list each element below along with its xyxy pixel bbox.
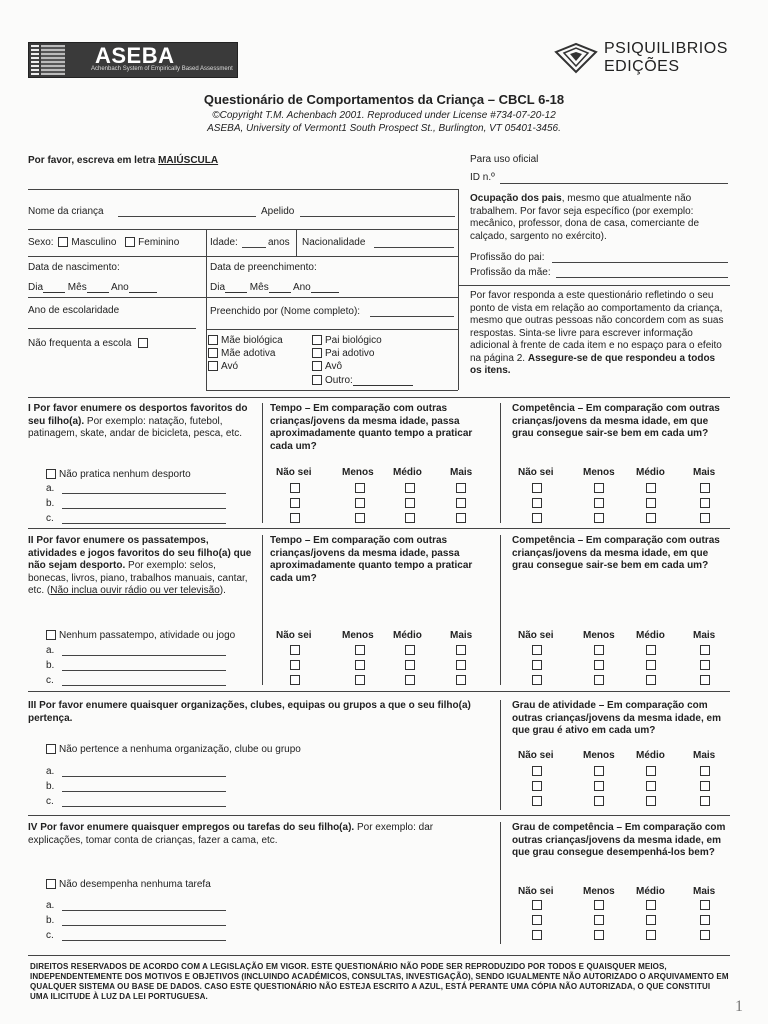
section-1-time-cb-r0-c0[interactable] [290, 483, 300, 493]
s2-right-h1: Menos [583, 630, 615, 641]
surname-label: Apelido [261, 206, 295, 217]
filled-by-label: Preenchido por (Nome completo): [210, 306, 361, 317]
section-1-text: Por exemplo: natação, futebol, patinagem, skate, andar de bicicleta, pesca, etc. [28, 415, 243, 439]
section-1-time-cb-r1-c0[interactable] [290, 498, 300, 508]
section-1-entry-field-2[interactable] [62, 523, 226, 524]
filled-by-field[interactable] [370, 316, 454, 317]
section-1-competence-question: Competência – Em comparação com outras crianças/jovens da mesma idade, em que grau consegue sair-se bem em cada um? [512, 403, 720, 439]
relation-father-bio[interactable] [312, 335, 382, 346]
s1-mid-h3: Mais [450, 467, 473, 478]
section-2-time-cb-r2-c3[interactable] [456, 675, 466, 685]
mother-job-field[interactable] [556, 277, 728, 278]
section-2-competence-cb-r1-c0[interactable] [532, 660, 542, 670]
section-2-time-cb-r2-c1[interactable] [355, 675, 365, 685]
section-2-competence-cb-r0-c3[interactable] [700, 645, 710, 655]
birth-year-label: Ano [110, 282, 129, 293]
section-1-competence-cb-r2-c0[interactable] [532, 513, 542, 523]
s2-mid-h0: Não sei [276, 630, 312, 641]
section-1-time-cb-r2-c3[interactable] [456, 513, 466, 523]
section-1-time-cb-r0-c1[interactable] [355, 483, 365, 493]
section-4-none[interactable] [46, 879, 211, 890]
relation-mother-adopt[interactable] [208, 348, 275, 359]
section-1-time-cb-r1-c3[interactable] [456, 498, 466, 508]
section-1-competence-cb-r1-c1[interactable] [594, 498, 604, 508]
section-1-competence-cb-r2-c2[interactable] [646, 513, 656, 523]
section-3-activity-cb-r2-c2[interactable] [646, 796, 656, 806]
section-2-entry-field-0[interactable] [62, 655, 226, 656]
section-4-text: Por exemplo: dar explicações, tomar conta de crianças, fazer a cama, etc. [28, 822, 434, 846]
s2-right-h3: Mais [693, 630, 716, 641]
section-4-letter-0: a. [46, 900, 55, 911]
section-2-time-cb-r0-c2[interactable] [405, 645, 415, 655]
section-3-activity-cb-r1-c3[interactable] [700, 781, 710, 791]
section-1-competence-cb-r1-c2[interactable] [646, 498, 656, 508]
fill-day-label: Dia [210, 282, 226, 293]
school-year-label: Ano de escolaridade [28, 305, 120, 316]
fill-month-label: Mês [249, 282, 269, 293]
nationality-field[interactable] [374, 247, 454, 248]
section-4-competence-cb-r0-c0[interactable] [532, 900, 542, 910]
section-3-none-label: Não pertence a nenhuma organização, clube ou grupo [59, 744, 301, 755]
section-1-bold: I Por favor enumere os desportos favoritos do seu filho(a). [28, 403, 248, 427]
birth-day-label: Dia [28, 282, 44, 293]
not-school-group [28, 338, 151, 349]
birth-month-label: Mês [67, 282, 87, 293]
id-field[interactable] [500, 183, 728, 184]
section-4-competence-cb-r1-c2[interactable] [646, 915, 656, 925]
page-number: 1 [735, 998, 743, 1015]
s1-right-h0: Não sei [518, 467, 554, 478]
section-1-time-cb-r2-c2[interactable] [405, 513, 415, 523]
section-1-time-cb-r1-c1[interactable] [355, 498, 365, 508]
female-checkbox[interactable] [125, 237, 135, 247]
section-1-competence-cb-r2-c1[interactable] [594, 513, 604, 523]
age-field[interactable] [242, 247, 266, 248]
copyright-line2: ASEBA, University of Vermont1 South Prospect St., Burlington, VT 05401-3456. [207, 123, 561, 134]
section-3-none[interactable] [46, 744, 301, 755]
male-label: Masculino [71, 237, 117, 248]
relation-mother-adopt-label: Mãe adotiva [221, 348, 276, 359]
section-1-entry-field-1[interactable] [62, 508, 226, 509]
section-1-time-cb-r0-c3[interactable] [456, 483, 466, 493]
section-3-entry-field-0[interactable] [62, 776, 226, 777]
parents-job-body: , mesmo que atualmente não trabalhem. Por favor seja específico (por exemplo: mecânico, professor, dona de casa, comerciante de calçado, sargento no exército). [470, 193, 700, 242]
instructions-body: Por favor responda a este questionário refletindo o seu ponto de vista em relação ao comportamento da criança, mesmo que outras pessoas não concordem com as suas respostas. Sinta-se livre para escrever informação adicional à frente de cada item e no espaço para o efeito na página 2. [470, 290, 724, 364]
section-1-none-label: Não pratica nenhum desporto [59, 469, 191, 480]
section-4-competence-cb-r0-c1[interactable] [594, 900, 604, 910]
section-1-letter-0: a. [46, 483, 55, 494]
section-2-competence-cb-r2-c0[interactable] [532, 675, 542, 685]
s2-mid-h1: Menos [342, 630, 374, 641]
section-3-activity-cb-r2-c1[interactable] [594, 796, 604, 806]
copyright-footer: DIREITOS RESERVADOS DE ACORDO COM A LEGISLAÇÃO EM VIGOR. ESTE QUESTIONÁRIO NÃO PODE SER REPRODUZIDO POR TODOS E QUAISQUER MEIOS, INDEPENDENTEMENTE DOS MOTIVOS E OBJETIVOS (INCLUINDO ACADÉMICOS, CONSULTAS, INVESTIGAÇÃO), SENDO IGUALMENTE NÃO AUTORIZADO O ARQUIVAMENTO EM QUALQUER SISTEMA OU BASE DE DADOS. CASO ESTE QUESTIONÁRIO NÃO ESTEJA ESCRITO A AZUL, ESTÁ PERANTE UMA CÓPIA NÃO AUTORIZADA, O QUE CONSTITUI UMA ILICITUDE À LUZ DA LEI PORTUGUESA. [30, 962, 729, 1001]
relation-other[interactable] [312, 375, 413, 386]
s1-right-h2: Médio [636, 467, 665, 478]
publisher-mark-icon [554, 42, 598, 74]
section-3-activity-cb-r1-c2[interactable] [646, 781, 656, 791]
publisher-line1: PSIQUILIBRIOS [604, 40, 728, 57]
section-2-competence-cb-r1-c2[interactable] [646, 660, 656, 670]
section-3-activity-cb-r2-c0[interactable] [532, 796, 542, 806]
section-2-none[interactable] [46, 630, 235, 641]
section-2-entry-field-1[interactable] [62, 670, 226, 671]
section-4-entry-field-1[interactable] [62, 925, 226, 926]
section-2-time-question: Tempo – Em comparação com outras crianças/jovens da mesma idade, passa aproximadamente quanto tempo a praticar cada um? [270, 535, 473, 584]
relation-grandmother-label: Avó [221, 361, 239, 372]
section-3-activity-cb-r0-c2[interactable] [646, 766, 656, 776]
section-3-activity-cb-r1-c0[interactable] [532, 781, 542, 791]
child-name-label: Nome da criança [28, 206, 104, 217]
section-2-letter-2: c. [46, 675, 54, 686]
relation-other-label: Outro: [325, 375, 353, 386]
official-use-label: Para uso oficial [470, 154, 539, 165]
s3-right-h2: Médio [636, 750, 665, 761]
sex-label: Sexo: [28, 237, 54, 248]
capital-note [28, 155, 218, 166]
section-1-competence-cb-r0-c1[interactable] [594, 483, 604, 493]
s4-right-h0: Não sei [518, 886, 554, 897]
section-1-time-cb-r0-c2[interactable] [405, 483, 415, 493]
parents-job-bold: Ocupação dos pais [470, 193, 562, 204]
s4-right-h2: Médio [636, 886, 665, 897]
s4-right-h3: Mais [693, 886, 716, 897]
section-4-entry-field-2[interactable] [62, 940, 226, 941]
s1-mid-h1: Menos [342, 467, 374, 478]
section-2-text: Por exemplo: selos, bonecas, livros, piano, trabalhos manuais, cantar, etc. ( [28, 560, 248, 596]
copyright-line1: ©Copyright T.M. Achenbach 2001. Reproduced under License #734-07-20-12 [212, 110, 556, 121]
father-job-label: Profissão do pai: [470, 252, 545, 263]
s1-mid-h2: Médio [393, 467, 422, 478]
section-3-activity-cb-r0-c0[interactable] [532, 766, 542, 776]
section-4-letter-2: c. [46, 930, 54, 941]
relation-grandfather-label: Avô [325, 361, 343, 372]
sex-group [28, 237, 179, 248]
section-2-time-cb-r2-c0[interactable] [290, 675, 300, 685]
nationality-label: Nacionalidade [302, 237, 366, 248]
section-4-competence-cb-r2-c0[interactable] [532, 930, 542, 940]
section-3-activity-question: Grau de atividade – Em comparação com outras crianças/jovens da mesma idade, em que grau é ativo em cada um? [512, 700, 721, 736]
section-2-time-cb-r1-c3[interactable] [456, 660, 466, 670]
section-1-time-cb-r2-c0[interactable] [290, 513, 300, 523]
fill-date-label: Data de preenchimento: [210, 262, 317, 273]
section-1-question [28, 403, 256, 441]
mother-job-label: Profissão da mãe: [470, 267, 551, 278]
section-2-time-cb-r1-c2[interactable] [405, 660, 415, 670]
id-label: ID n.º [470, 172, 495, 183]
birth-date-fields[interactable] [28, 282, 157, 293]
section-2-competence-cb-r2-c1[interactable] [594, 675, 604, 685]
child-name-field[interactable] [118, 216, 256, 217]
section-2-competence-question: Competência – Em comparação com outras crianças/jovens da mesma idade, em que grau consegue sair-se bem em cada um? [512, 535, 720, 571]
section-3-activity-cb-r0-c3[interactable] [700, 766, 710, 776]
section-1-competence-cb-r0-c2[interactable] [646, 483, 656, 493]
relation-mother-bio[interactable] [208, 335, 283, 346]
section-2-bold: II Por favor enumere os passatempos, atividades e jogos favoritos do seu filho(a) que não sejam desporto. [28, 535, 252, 571]
section-4-competence-question: Grau de competência – Em comparação com outras crianças/jovens da mesma idade, em que grau consegue desempenhá-los bem? [512, 822, 726, 858]
s2-mid-h3: Mais [450, 630, 473, 641]
s1-right-h3: Mais [693, 467, 716, 478]
section-4-competence-cb-r2-c1[interactable] [594, 930, 604, 940]
relation-father-bio-label: Pai biológico [325, 335, 382, 346]
section-2-end: ). [219, 585, 226, 596]
section-4-question [28, 822, 490, 847]
section-3-activity-cb-r1-c1[interactable] [594, 781, 604, 791]
section-4-competence-cb-r2-c2[interactable] [646, 930, 656, 940]
section-1-competence-cb-r1-c0[interactable] [532, 498, 542, 508]
section-2-competence-cb-r0-c2[interactable] [646, 645, 656, 655]
capital-note-word: MAIÚSCULA [158, 155, 219, 166]
section-2-question [28, 535, 256, 598]
not-school-checkbox[interactable] [138, 338, 148, 348]
section-1-letter-2: c. [46, 513, 54, 524]
section-1-time-question: Tempo – Em comparação com outras crianças/jovens da mesma idade, passa aproximadamente quanto tempo a praticar cada um? [270, 403, 473, 452]
father-job-field[interactable] [552, 262, 728, 263]
section-4-none-label: Não desempenha nenhuma tarefa [59, 879, 211, 890]
relation-grandmother[interactable] [208, 361, 238, 372]
s4-right-h1: Menos [583, 886, 615, 897]
section-1-competence-cb-r0-c3[interactable] [700, 483, 710, 493]
section-3-question: III Por favor enumere quaisquer organizações, clubes, equipas ou grupos a que o seu filho(a) pertença. [28, 700, 471, 724]
section-4-letter-1: b. [46, 915, 55, 926]
section-1-time-cb-r2-c1[interactable] [355, 513, 365, 523]
section-2-time-cb-r1-c0[interactable] [290, 660, 300, 670]
section-2-competence-cb-r1-c1[interactable] [594, 660, 604, 670]
relation-mother-bio-label: Mãe biológica [221, 335, 283, 346]
fill-year-label: Ano [292, 282, 311, 293]
section-2-competence-cb-r2-c3[interactable] [700, 675, 710, 685]
capital-note-prefix: Por favor, escreva em letra [28, 155, 156, 166]
section-2-none-label: Nenhum passatempo, atividade ou jogo [59, 630, 236, 641]
form-title: Questionário de Comportamentos da Criança – CBCL 6-18 [203, 92, 565, 107]
section-2-time-cb-r0-c0[interactable] [290, 645, 300, 655]
fill-date-fields[interactable] [210, 282, 339, 293]
section-3-entry-field-2[interactable] [62, 806, 226, 807]
school-year-field[interactable] [28, 328, 196, 329]
s2-right-h2: Médio [636, 630, 665, 641]
section-1-competence-cb-r0-c0[interactable] [532, 483, 542, 493]
section-4-competence-cb-r1-c1[interactable] [594, 915, 604, 925]
section-2-letter-1: b. [46, 660, 55, 671]
s1-mid-h0: Não sei [276, 467, 312, 478]
relation-father-adopt-label: Pai adotivo [325, 348, 375, 359]
s3-right-h1: Menos [583, 750, 615, 761]
section-4-competence-cb-r0-c3[interactable] [700, 900, 710, 910]
section-1-entry-field-0[interactable] [62, 493, 226, 494]
section-4-competence-cb-r1-c3[interactable] [700, 915, 710, 925]
s3-right-h0: Não sei [518, 750, 554, 761]
surname-field[interactable] [300, 216, 455, 217]
section-2-letter-0: a. [46, 645, 55, 656]
s3-right-h3: Mais [693, 750, 716, 761]
section-3-letter-0: a. [46, 766, 55, 777]
section-4-competence-cb-r2-c3[interactable] [700, 930, 710, 940]
section-4-competence-cb-r1-c0[interactable] [532, 915, 542, 925]
section-3-letter-2: c. [46, 796, 54, 807]
section-3-entry-field-1[interactable] [62, 791, 226, 792]
section-1-competence-cb-r2-c3[interactable] [700, 513, 710, 523]
relation-grandfather[interactable] [312, 361, 342, 372]
aseba-name: ASEBA [95, 43, 175, 68]
section-2-competence-cb-r1-c3[interactable] [700, 660, 710, 670]
section-3-activity-cb-r2-c3[interactable] [700, 796, 710, 806]
section-4-competence-cb-r0-c2[interactable] [646, 900, 656, 910]
section-2-entry-field-2[interactable] [62, 685, 226, 686]
aseba-logo [28, 42, 238, 78]
section-2-competence-cb-r2-c2[interactable] [646, 675, 656, 685]
section-3-activity-cb-r0-c1[interactable] [594, 766, 604, 776]
section-4-bold: IV Por favor enumere quaisquer empregos ou tarefas do seu filho(a). [28, 822, 355, 833]
section-1-none[interactable] [46, 469, 191, 480]
parents-job-text [470, 193, 728, 243]
female-label: Feminino [138, 237, 180, 248]
section-2-competence-cb-r0-c1[interactable] [594, 645, 604, 655]
section-4-entry-field-0[interactable] [62, 910, 226, 911]
s2-mid-h2: Médio [393, 630, 422, 641]
not-school-label: Não frequenta a escola [28, 338, 132, 349]
section-2-time-cb-r2-c2[interactable] [405, 675, 415, 685]
section-2-time-cb-r1-c1[interactable] [355, 660, 365, 670]
section-3-letter-1: b. [46, 781, 55, 792]
section-2-time-cb-r0-c1[interactable] [355, 645, 365, 655]
section-2-competence-cb-r0-c0[interactable] [532, 645, 542, 655]
section-2-time-cb-r0-c3[interactable] [456, 645, 466, 655]
section-2-underline: Não inclua ouvir rádio ou ver televisão [50, 585, 220, 596]
aseba-tagline: Achenbach System of Empirically Based Assessment [91, 66, 233, 72]
instructions-text [470, 290, 728, 378]
relation-father-adopt[interactable] [312, 348, 374, 359]
section-1-time-cb-r1-c2[interactable] [405, 498, 415, 508]
section-1-competence-cb-r1-c3[interactable] [700, 498, 710, 508]
birth-date-label: Data de nascimento: [28, 262, 120, 273]
s1-right-h1: Menos [583, 467, 615, 478]
instructions-bold: Assegure-se de que respondeu a todos os itens. [470, 352, 716, 376]
male-checkbox[interactable] [58, 237, 68, 247]
years-label: anos [268, 237, 290, 248]
s2-right-h0: Não sei [518, 630, 554, 641]
publisher-line2: EDIÇÕES [604, 58, 680, 75]
age-label: Idade: [210, 237, 238, 248]
section-1-letter-1: b. [46, 498, 55, 509]
